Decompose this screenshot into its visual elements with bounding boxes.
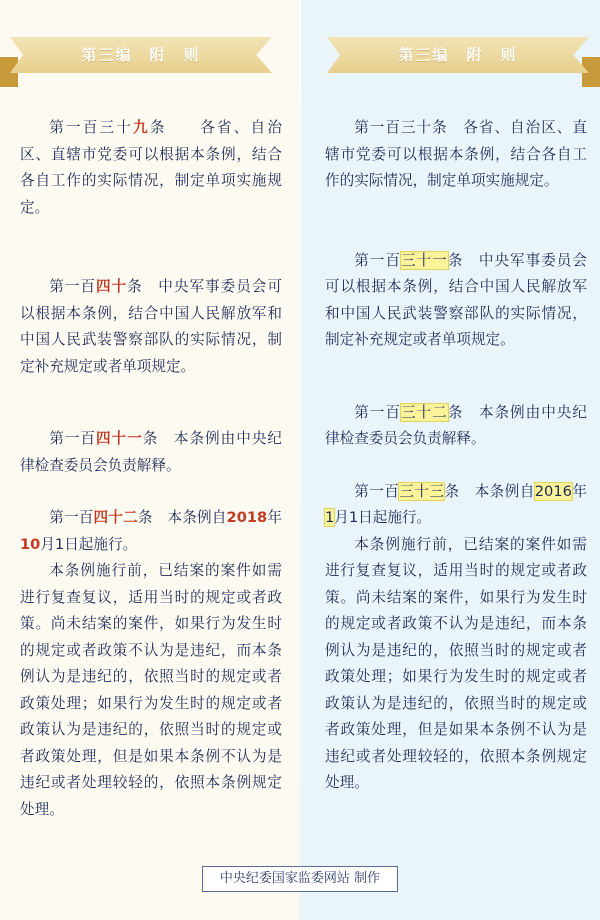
right-article-text bbox=[325, 115, 587, 797]
column-divider bbox=[299, 0, 301, 920]
article-130: 第一百三十条 各省、自治区、直辖市党委可以根据本条例，结合各自工作的实际情况，制定单项实施规定。 bbox=[325, 119, 587, 189]
article-142: 第一百四十二条 本条例自2018年10月1日起施行。 bbox=[20, 509, 282, 553]
producer-credit: 中央纪委国家监委网站 制作 bbox=[202, 866, 398, 892]
article-141: 第一百四十一条 本条例由中央纪律检查委员会负责解释。 bbox=[20, 430, 282, 474]
right-section-banner bbox=[327, 37, 589, 73]
left-banner-title: 第三编 附 则 bbox=[81, 46, 201, 64]
article-133: 第一百三十三条 本条例自2016年1月1日起施行。 bbox=[325, 482, 587, 526]
left-article-text bbox=[20, 115, 282, 823]
right-banner-title: 第三编 附 则 bbox=[398, 46, 518, 64]
article-131: 第一百三十一条 中央军事委员会可以根据本条例，结合中国人民解放军和中国人民武装警察部队的实际情况，制定补充规定或者单项规定。 bbox=[325, 251, 587, 348]
article-132: 第一百三十二条 本条例由中央纪律检查委员会负责解释。 bbox=[325, 403, 587, 447]
article-139: 第一百三十九条 各省、自治区、直辖市党委可以根据本条例，结合各自工作的实际情况，制定单项实施规定。 bbox=[20, 119, 282, 216]
article-140: 第一百四十条 中央军事委员会可以根据本条例，结合中国人民解放军和中国人民武装警察部队的实际情况，制定补充规定或者单项规定。 bbox=[20, 278, 282, 375]
left-section-banner bbox=[10, 37, 272, 73]
article-142-para2: 本条例施行前，已结案的案件如需进行复查复议，适用当时的规定或者政策。尚未结案的案件，如果行为发生时的规定或者政策不认为是违纪，而本条例认为是违纪的，依照当时的规定或者政策处理；如果行为发生时的规定或者政策认为是违纪的，依照当时的规定或者政策处理，但是如果本条例不认为是违纪或者处理较轻的，依照本条例规定处理。 bbox=[20, 562, 282, 818]
article-133-para2: 本条例施行前，已结案的案件如需进行复查复议，适用当时的规定或者政策。尚未结案的案件，如果行为发生时的规定或者政策不认为是违纪，而本条例认为是违纪的，依照当时的规定或者政策处理；如果行为发生时的规定或者政策认为是违纪的，依照当时的规定或者政策处理，但是如果本条例不认为是违纪或者处理较轻的，依照本条例规定处理。 bbox=[325, 535, 587, 791]
